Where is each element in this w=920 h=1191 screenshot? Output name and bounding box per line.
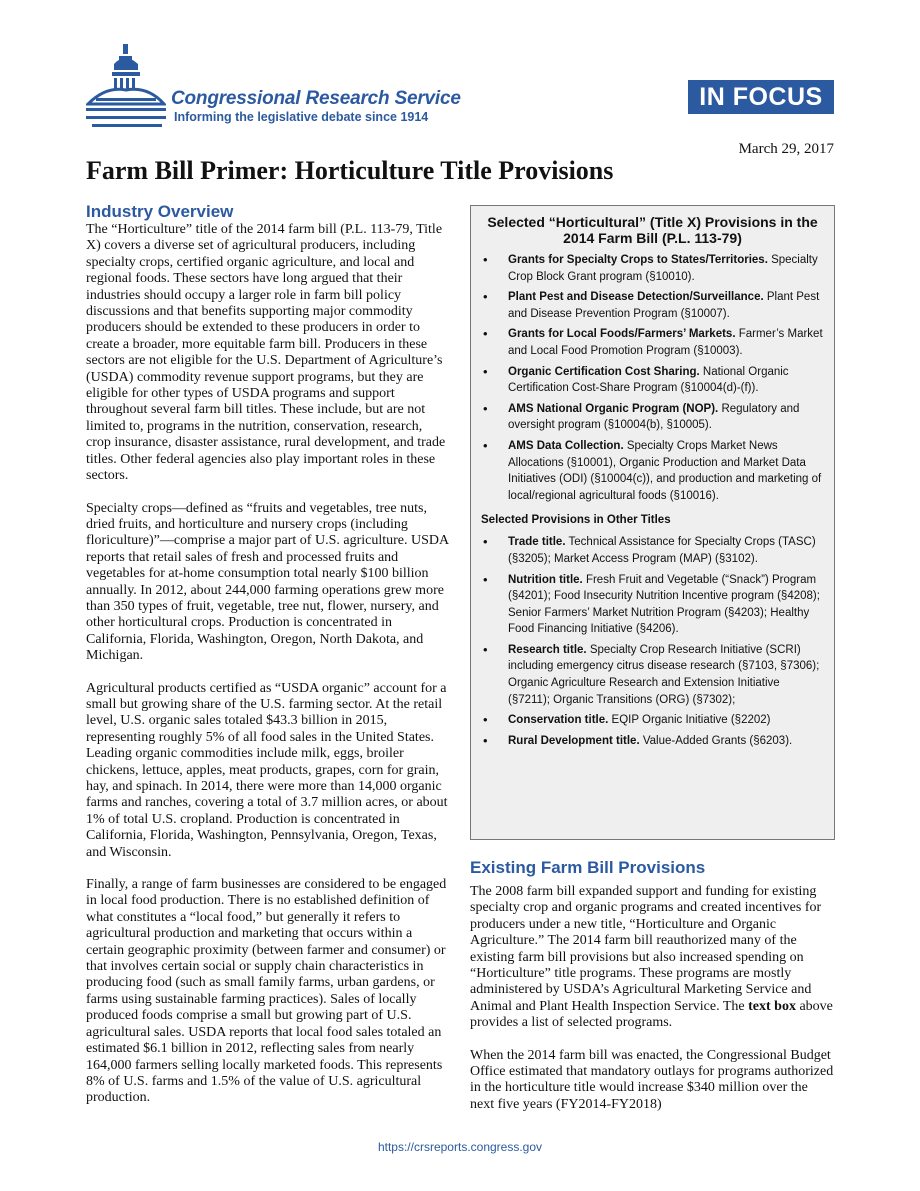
item-text: National Organic Certification Cost-Share Program (§10004(d)-(f)). [508,365,789,395]
existing-provisions-heading: Existing Farm Bill Provisions [470,858,706,877]
right-column [470,205,835,1113]
item-label: Trade title. [508,536,566,549]
paragraph-text: The 2008 farm bill expanded support and funding for existing specialty crop and organic programs and created incentives for producers under a new title, “Horticulture and Organic Agriculture.” The 2014 farm bill reauthorized many of the existing farm bill provisions but also increased spending on “Horticulture” title programs. These programs are mostly administered by USDA’s Agricultural Marketing Service and Animal and Plant Health Inspection Service. The [470,884,822,1014]
org-name: Congressional Research Service [171,88,461,109]
paragraph: The “Horticulture” title of the 2014 farm bill (P.L. 113-79, Title X) covers a diverse set of agricultural producers, including specialty crops, certified organic agriculture, and local and regional foods. These sectors have long argued that their industries should occupy a larger role in farm bill policy discussions and that benefits supporting major commodity producers should be extended to these producers in order to create a broader, more equitable farm bill. Producers in these sectors are not eligible for the U.S. Department of Agriculture’s (USDA) commodity revenue support programs, but they are eligible for other types of USDA programs and support throughout several farm bill titles. These include, but are not limited to, programs in the nutrition, conservation, research, crop insurance, disaster assistance, rural development, and trade titles. Other federal agencies also play important roles in these sectors. [86,222,446,484]
item-text: EQIP Organic Initiative (§2202) [611,714,771,727]
item-text: Farmer’s Market and Local Food Promotion Program (§10003). [508,328,823,357]
item-label: Plant Pest and Disease Detection/Surveillance. [508,291,764,304]
item-label: Grants for Specialty Crops to States/Territories. [508,254,768,266]
paragraph: Agricultural products certified as “USDA organic” account for a small but growing share of the U.S. farming sector. At the retail level, U.S. organic sales totaled $43.3 billion in 2015, representing roughly 5% of all food sales in the United States. Leading organic commodities include milk, eggs, broiler chickens, lettuce, apples, meat products, grapes, corn for grain, hay, and spinach. In 2014, there were more than 14,000 organic farms and ranches, covering a total of 3.7 million acres, or about 1% of total U.S. cropland. Production is concentrated in California, Florida, Washington, Pennsylvania, Oregon, Texas, and Wisconsin. [86,680,448,860]
paragraph [470,884,835,1032]
list-item [481,289,824,322]
list-item [481,364,824,397]
list-item [481,572,824,638]
list-item [481,712,824,729]
other-titles-list [481,534,824,749]
item-text: Specialty Crop Research Initiative (SCRI) including emergency citrus disease research (§7103, §7306); Organic Agriculture Research and Extension Initiative (§7211); Organic Transitions (ORG) (§7302); [508,643,820,706]
item-label: Conservation title. [508,714,609,727]
page-header [0,0,920,157]
item-text: Regulatory and oversight program (§10004(b), §10005). [508,402,800,432]
provisions-text-box [470,205,835,840]
list-item [481,252,824,285]
list-item [481,438,824,504]
list-item [481,401,824,434]
other-titles-heading: Selected Provisions in Other Titles [481,514,671,527]
list-item [481,534,824,567]
list-item [481,326,824,359]
in-focus-badge: IN FOCUS [688,80,834,114]
list-item [481,733,824,750]
title-x-provisions-list [481,252,824,504]
text-box-title: Selected “Horticultural” (Title X) Provisions in the 2014 Farm Bill (P.L. 113-79) [487,214,818,246]
item-text: Specialty Crop Block Grant program (§10010). [508,254,818,283]
left-column [86,202,450,1107]
item-text: Plant Pest and Disease Prevention Program (§10007). [508,291,820,320]
item-label: Grants for Local Foods/Farmers’ Markets. [508,328,736,341]
item-text: Fresh Fruit and Vegetable (“Snack”) Program (§4201); Food Insecurity Nutrition Incentive program (§4208); Senior Farmers’ Market Nutrition Program (§4203); Healthy Food Financing Initiative (§4206). [508,573,820,636]
paragraph-text: above provides a list of selected programs. [470,998,833,1031]
industry-overview-heading: Industry Overview [86,202,234,221]
page-title: Farm Bill Primer: Horticulture Title Provisions [86,156,614,185]
item-text: Technical Assistance for Specialty Crops (TASC) (§3205); Market Access Program (MAP) (§3102). [508,536,816,565]
item-label: Nutrition title. [508,573,583,586]
list-item [481,642,824,708]
footer-url[interactable]: https://crsreports.congress.gov [377,1140,543,1154]
item-label: Organic Certification Cost Sharing. [508,365,700,378]
text-box-reference: text box [748,998,796,1014]
item-label: AMS National Organic Program (NOP). [508,402,719,415]
org-tagline: Informing the legislative debate since 1914 [174,110,429,124]
item-text: Value-Added Grants (§6203). [642,734,793,747]
capitol-dome-icon [86,42,166,130]
publication-date: March 29, 2017 [738,141,834,157]
existing-provisions-section [470,858,835,1113]
paragraph: Specialty crops—defined as “fruits and vegetables, tree nuts, dried fruits, and horticulture and nursery crops (including floriculture)”—comprise a major part of U.S. agriculture. USDA reports that retail sales of fresh and processed fruits and vegetables for at-home consumption total nearly $100 billion annually. In 2012, about 244,000 farming operations grew more than 350 types of fruit, vegetable, tree nut, flower, nursery, and other horticultural crops. Production is concentrated in California, Florida, Washington, Oregon, North Dakota, and Michigan. [86,500,449,664]
item-label: AMS Data Collection. [508,439,624,452]
paragraph: Finally, a range of farm businesses are considered to be engaged in local food production. There is no established definition of what constitutes a “local food,” but generally it refers to agricultural production and marketing that occurs within a certain geographic proximity (between farmer and consumer) or that involves certain social or supply chain characteristics in producing food (such as small family farms, urban gardens, or farms using sustainable farming practices). Sales of locally produced foods comprise a small but growing part of U.S. agricultural sales. USDA reports that local food sales totaled an estimated $6.1 billion in 2012, reflecting sales from nearly 164,000 farmers selling locally marketed foods. This represents 8% of U.S. farms and 1.5% of the value of U.S. agricultural production. [86,877,447,1106]
item-label: Research title. [508,643,587,656]
item-label: Rural Development title. [508,734,640,747]
item-text: Specialty Crops Market News Allocations (§10001), Organic Production and Market Data Initiatives (ODI) (§10004(c)), and production and marketing of local/regional agricultural foods (§10016). [508,439,822,502]
paragraph: When the 2014 farm bill was enacted, the Congressional Budget Office estimated that mandatory outlays for programs authorized in the horticulture title would increase $340 million over the next five years (FY2014-FY2018) [470,1047,834,1112]
